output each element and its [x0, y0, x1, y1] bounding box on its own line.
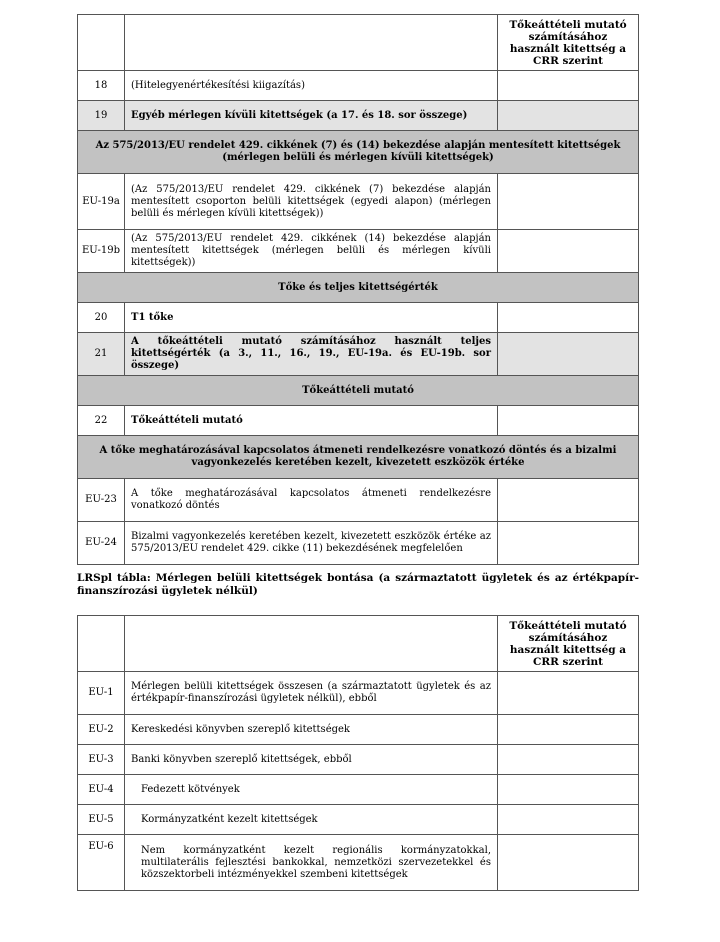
leverage-ratio-table	[77, 14, 639, 565]
row-desc: Egyéb mérlegen kívüli kitettségek (a 17. és 18. sor összege)	[125, 101, 498, 131]
table-header-row	[78, 616, 639, 672]
header-num-cell	[78, 15, 125, 71]
section-title: Tőkeáttételi mutató	[78, 376, 639, 406]
row-value	[498, 71, 639, 101]
row-value	[498, 745, 639, 775]
table-row	[78, 672, 639, 715]
row-num: EU-3	[78, 745, 125, 775]
row-value	[498, 522, 639, 565]
row-value	[498, 479, 639, 522]
table-row	[78, 775, 639, 805]
row-desc: T1 tőke	[125, 303, 498, 333]
on-balance-exposures-table	[77, 615, 639, 891]
table-row	[78, 715, 639, 745]
section-title: Tőke és teljes kitettségérték	[78, 273, 639, 303]
row-desc: Tőkeáttételi mutató	[125, 406, 498, 436]
row-value	[498, 230, 639, 273]
row-num: EU-6	[78, 835, 125, 891]
row-num: 22	[78, 406, 125, 436]
row-desc: A tőke meghatározásával kapcsolatos átmeneti rendelkezésre vonatkozó döntés	[125, 479, 498, 522]
table-row	[78, 71, 639, 101]
table-row	[78, 835, 639, 891]
table-header-row	[78, 15, 639, 71]
table-row	[78, 805, 639, 835]
table-row	[78, 745, 639, 775]
header-num-cell	[78, 616, 125, 672]
row-desc: Kereskedési könyvben szereplő kitettségek	[125, 715, 498, 745]
table-row	[78, 406, 639, 436]
row-num: 18	[78, 71, 125, 101]
row-value	[498, 174, 639, 230]
row-desc: Fedezett kötvények	[125, 775, 498, 805]
row-num: EU-4	[78, 775, 125, 805]
row-num: EU-2	[78, 715, 125, 745]
table-row	[78, 522, 639, 565]
row-num: 19	[78, 101, 125, 131]
row-value	[498, 303, 639, 333]
row-value	[498, 672, 639, 715]
row-value	[498, 715, 639, 745]
row-num: EU-23	[78, 479, 125, 522]
row-desc: (Az 575/2013/EU rendelet 429. cikkének (14) bekezdése alapján mentesített kitettségek (mérlegen belüli és mérlegen kívüli kitettségek))	[125, 230, 498, 273]
row-num: EU-1	[78, 672, 125, 715]
row-desc: A tőkeáttételi mutató számításához használt teljes kitettségérték (a 3., 11., 16., 19., EU-19a. és EU-19b. sor összege)	[125, 333, 498, 376]
table-row	[78, 101, 639, 131]
row-desc: Bizalmi vagyonkezelés keretében kezelt, kivezetett eszközök értéke az 575/2013/EU rendelet 429. cikke (11) bekezdésének megfelelően	[125, 522, 498, 565]
table-row	[78, 303, 639, 333]
header-exposure-col: Tőkeáttételi mutató számításához használt kitettség a CRR szerint	[498, 15, 639, 71]
row-value	[498, 333, 639, 376]
section-title: A tőke meghatározásával kapcsolatos átmeneti rendelkezésre vonatkozó döntés és a bizalmi vagyonkezelés keretében kezelt, kivezetett eszközök értéke	[78, 436, 639, 479]
section-row	[78, 376, 639, 406]
row-desc: (Hitelegyenértékesítési kiigazítás)	[125, 71, 498, 101]
section-row	[78, 273, 639, 303]
row-value	[498, 101, 639, 131]
row-value	[498, 835, 639, 891]
row-desc: Nem kormányzatként kezelt regionális kormányzatokkal, multilaterális fejlesztési bankokkal, nemzetközi szervezetekkel és közszektorbeli intézményekkel szembeni kitettségek	[125, 835, 498, 891]
section-row	[78, 436, 639, 479]
row-num: 20	[78, 303, 125, 333]
table-row	[78, 479, 639, 522]
table-caption	[77, 572, 639, 598]
section-row	[78, 131, 639, 174]
table-row	[78, 230, 639, 273]
header-exposure-col: Tőkeáttételi mutató számításához használt kitettség a CRR szerint	[498, 616, 639, 672]
caption-text: Mérlegen belüli kitettségek bontása (a származtatott ügyletek és az értékpapír-finanszírozási ügyletek nélkül)	[77, 572, 640, 597]
row-value	[498, 805, 639, 835]
row-desc: Mérlegen belüli kitettségek összesen (a származtatott ügyletek és az értékpapír-finanszírozási ügyletek nélkül), ebből	[125, 672, 498, 715]
row-desc: Kormányzatként kezelt kitettségek	[125, 805, 498, 835]
table-row	[78, 174, 639, 230]
row-value	[498, 775, 639, 805]
row-num: EU-24	[78, 522, 125, 565]
row-num: EU-19a	[78, 174, 125, 230]
row-desc: Banki könyvben szereplő kitettségek, ebből	[125, 745, 498, 775]
row-desc: (Az 575/2013/EU rendelet 429. cikkének (7) bekezdése alapján mentesített csoporton belüli kitettségek (egyedi alapon) (mérlegen belüli és mérlegen kívüli kitettségek))	[125, 174, 498, 230]
header-desc-cell	[125, 15, 498, 71]
row-num: 21	[78, 333, 125, 376]
table-row	[78, 333, 639, 376]
header-desc-cell	[125, 616, 498, 672]
section-title: Az 575/2013/EU rendelet 429. cikkének (7) és (14) bekezdése alapján mentesített kitettségek (mérlegen belüli és mérlegen kívüli kitettségek)	[78, 131, 639, 174]
row-num: EU-5	[78, 805, 125, 835]
caption-label: LRSpl tábla:	[77, 572, 151, 584]
row-num: EU-19b	[78, 230, 125, 273]
row-value	[498, 406, 639, 436]
